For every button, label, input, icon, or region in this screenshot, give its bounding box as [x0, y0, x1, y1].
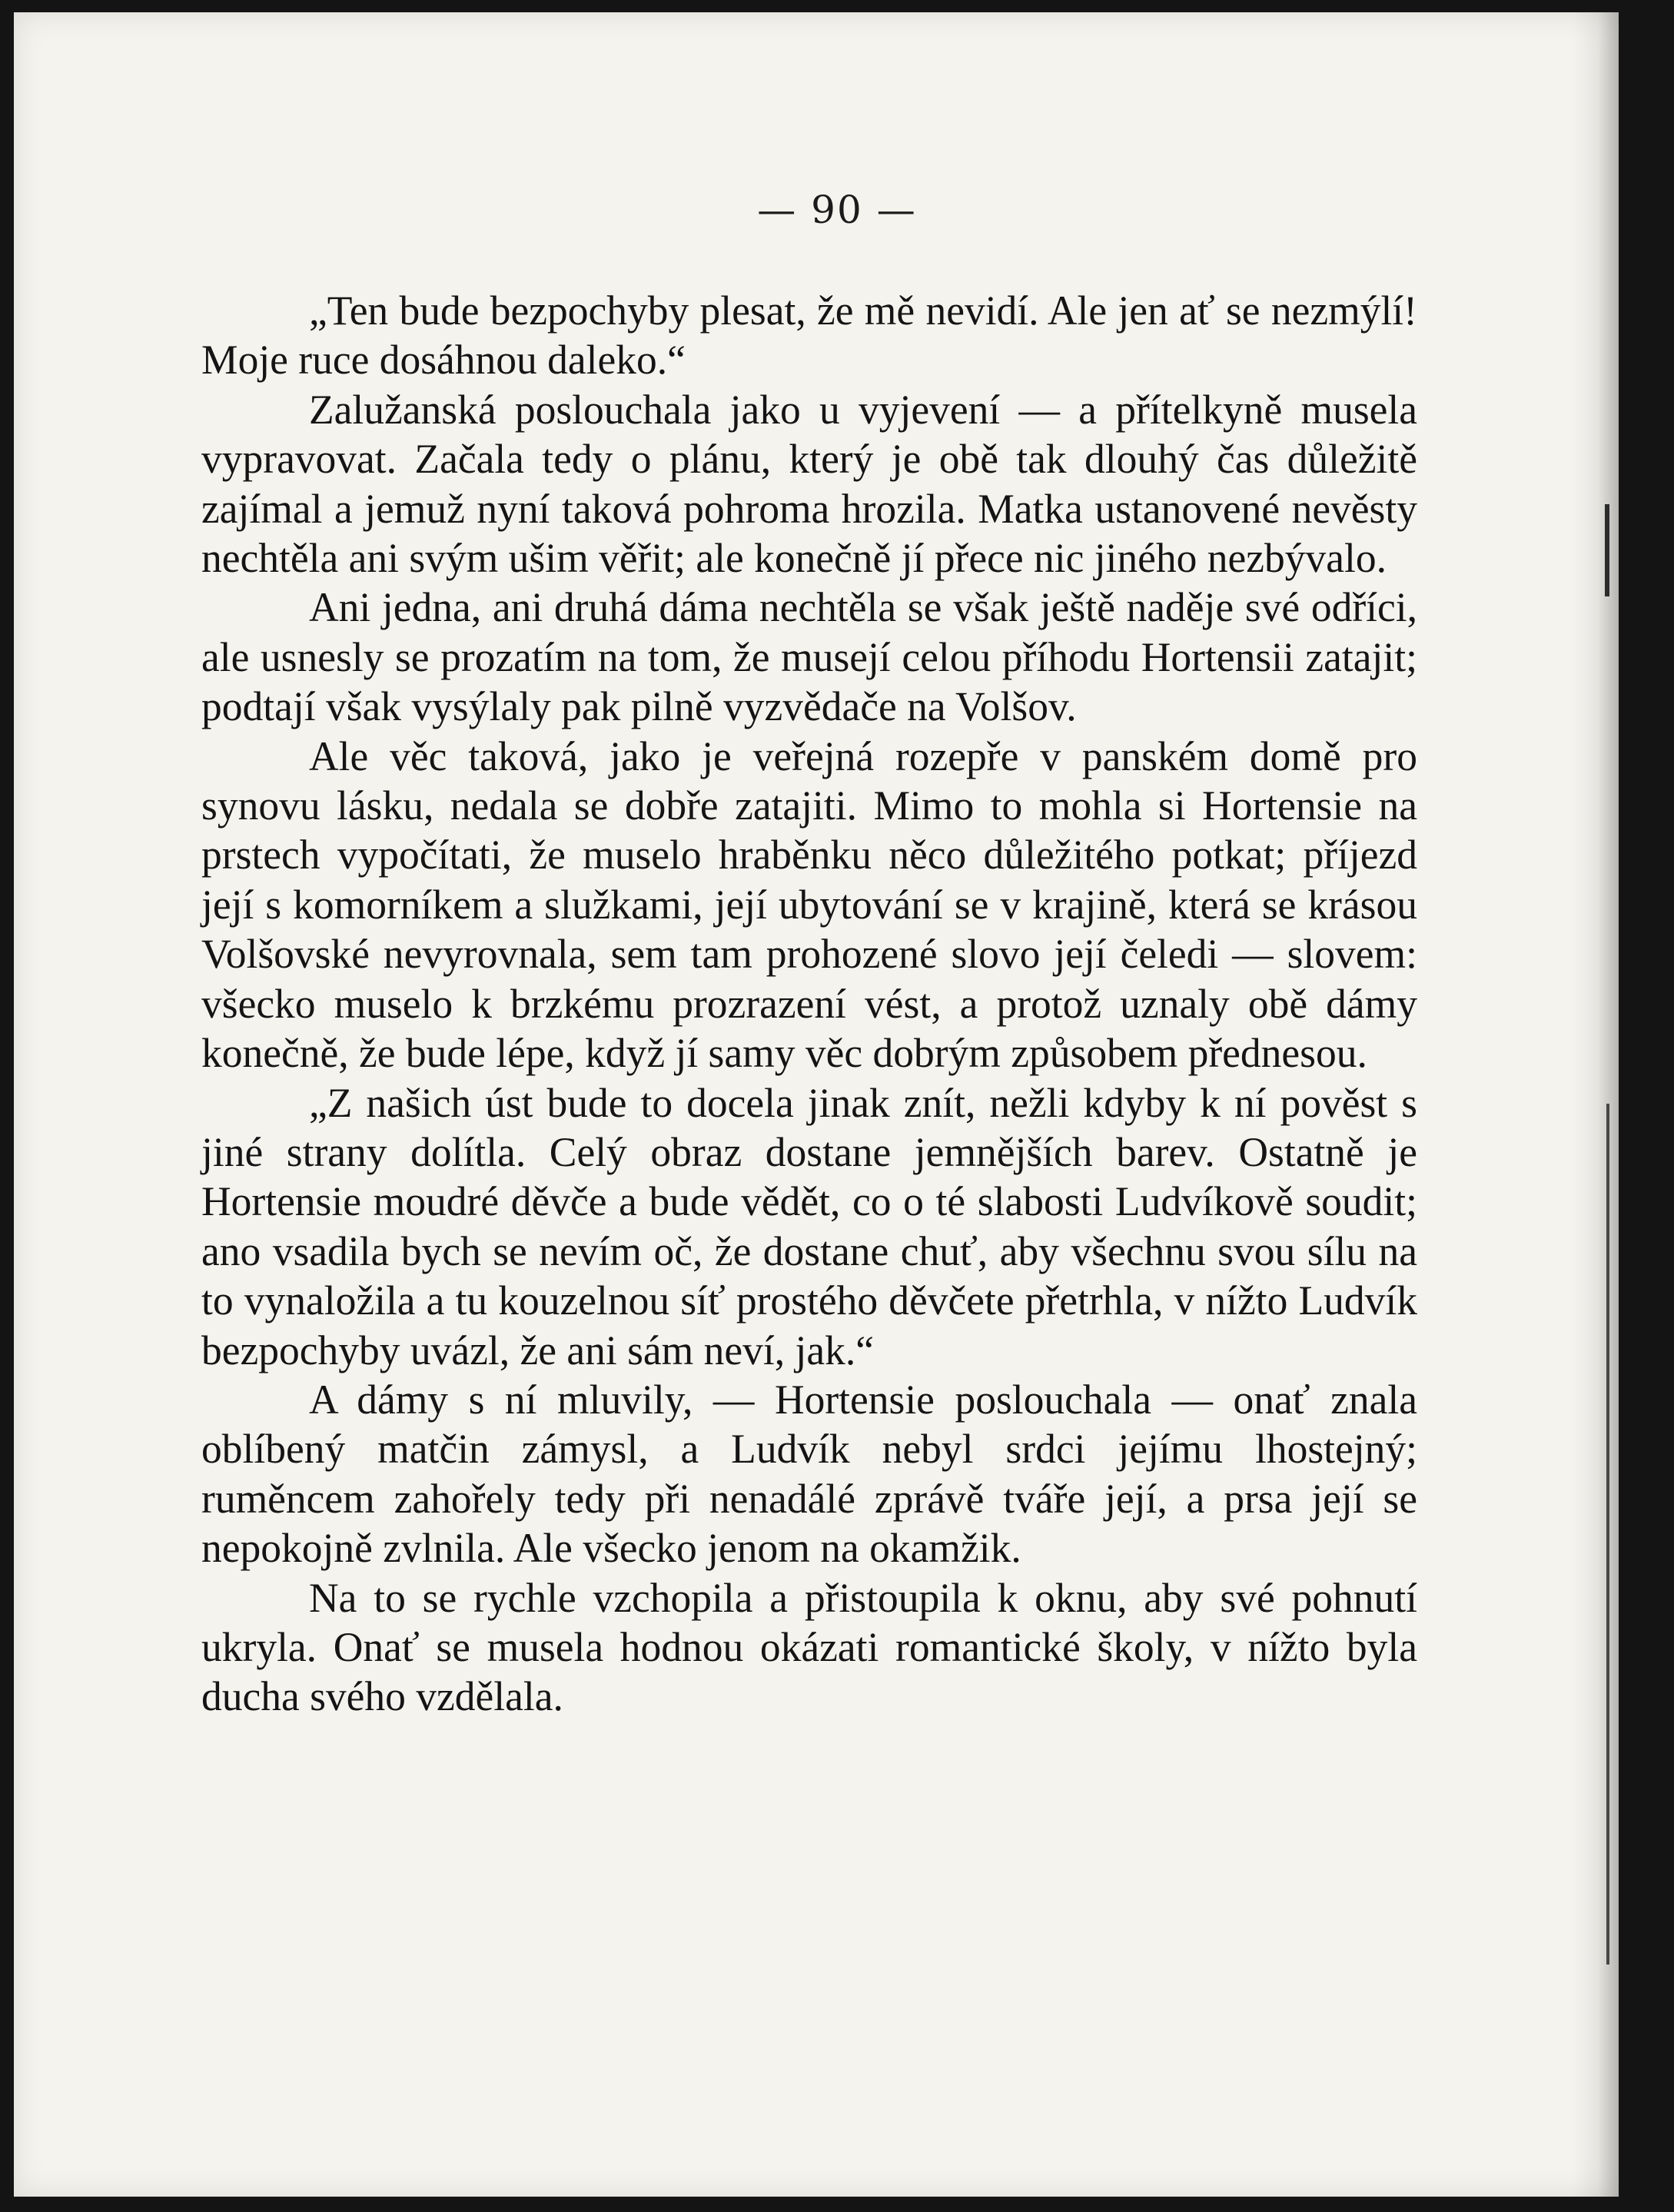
- page-number: — 90 —: [757, 188, 917, 232]
- paragraph: Ale věc taková, jako je veřejná rozepře v panském domě pro synovu lásku, nedala se dobře zatajiti. Mimo to mohla si Hortensie na prstech vypočítati, že muselo hraběnku něco důležitého potkat; příjezd její s komorníkem a služkami, její ubytování se v krajině, která se krásou Volšovské nevyrovnala, sem tam prohozené slovo její čeledi — slovem: všecko muselo k brzkému prozrazení vést, a protož uznaly obě dámy konečně, že bude lépe, když jí samy věc dobrým způsobem přednesou.: [201, 732, 1417, 1077]
- paragraph: A dámy s ní mluvily, — Hortensie poslouchala — onať znala oblíbený matčin zámysl, a Ludvík nebyl srdci jejímu lhostejný; ruměncem zahořely tedy při nenadálé zprávě tváře její, a prsa její se nepokojně zvlnila. Ale všecko jenom na okamžik.: [201, 1376, 1417, 1572]
- paragraph: Ani jedna, ani druhá dáma nechtěla se však ještě naděje své odříci, ale usnesly se prozatím na tom, že musejí celou příhodu Hortensii zatajit; podtají však vysýlaly pak pilně vyzvědače na Volšov.: [201, 584, 1417, 730]
- binding-mark: [1591, 1104, 1609, 1965]
- binding-mark: [1589, 504, 1609, 596]
- paragraph: Zalužanská poslouchala jako u vyjevení — a přítelkyně musela vypravovat. Začala tedy o plánu, který je obě tak dlouhý čas důležitě zajímal a jemuž nyní taková pohroma hrozila. Matka ustanovené nevěsty nechtěla ani svým ušim věřit; ale konečně jí přece nic jiného nezbývalo.: [201, 386, 1417, 582]
- paragraph: „Z našich úst bude to docela jinak znít, nežli kdyby k ní pověst s jiné strany dolítla. Celý obraz dostane jemnějších barev. Ostatně je Hortensie moudré děvče a bude vědět, co o té slabosti Ludvíkově soudit; ano vsadila bych se nevím oč, že dostane chuť, aby všechnu svou sílu na to vynaložila a tu kouzelnou síť prostého děvčete přetrhla, v nížto Ludvík bezpochyby uvázl, že ani sám neví, jak.“: [201, 1079, 1417, 1373]
- paragraph: „Ten bude bezpochyby plesat, že mě nevidí. Ale jen ať se nezmýlí! Moje ruce dosáhnou daleko.“: [201, 287, 1417, 384]
- body-text: [201, 286, 1417, 1722]
- paragraph: Na to se rychle vzchopila a přistoupila k oknu, aby své pohnutí ukryla. Onať se musela hodnou okázati romantické školy, v nížto byla ducha svého vzdělala.: [201, 1574, 1417, 1720]
